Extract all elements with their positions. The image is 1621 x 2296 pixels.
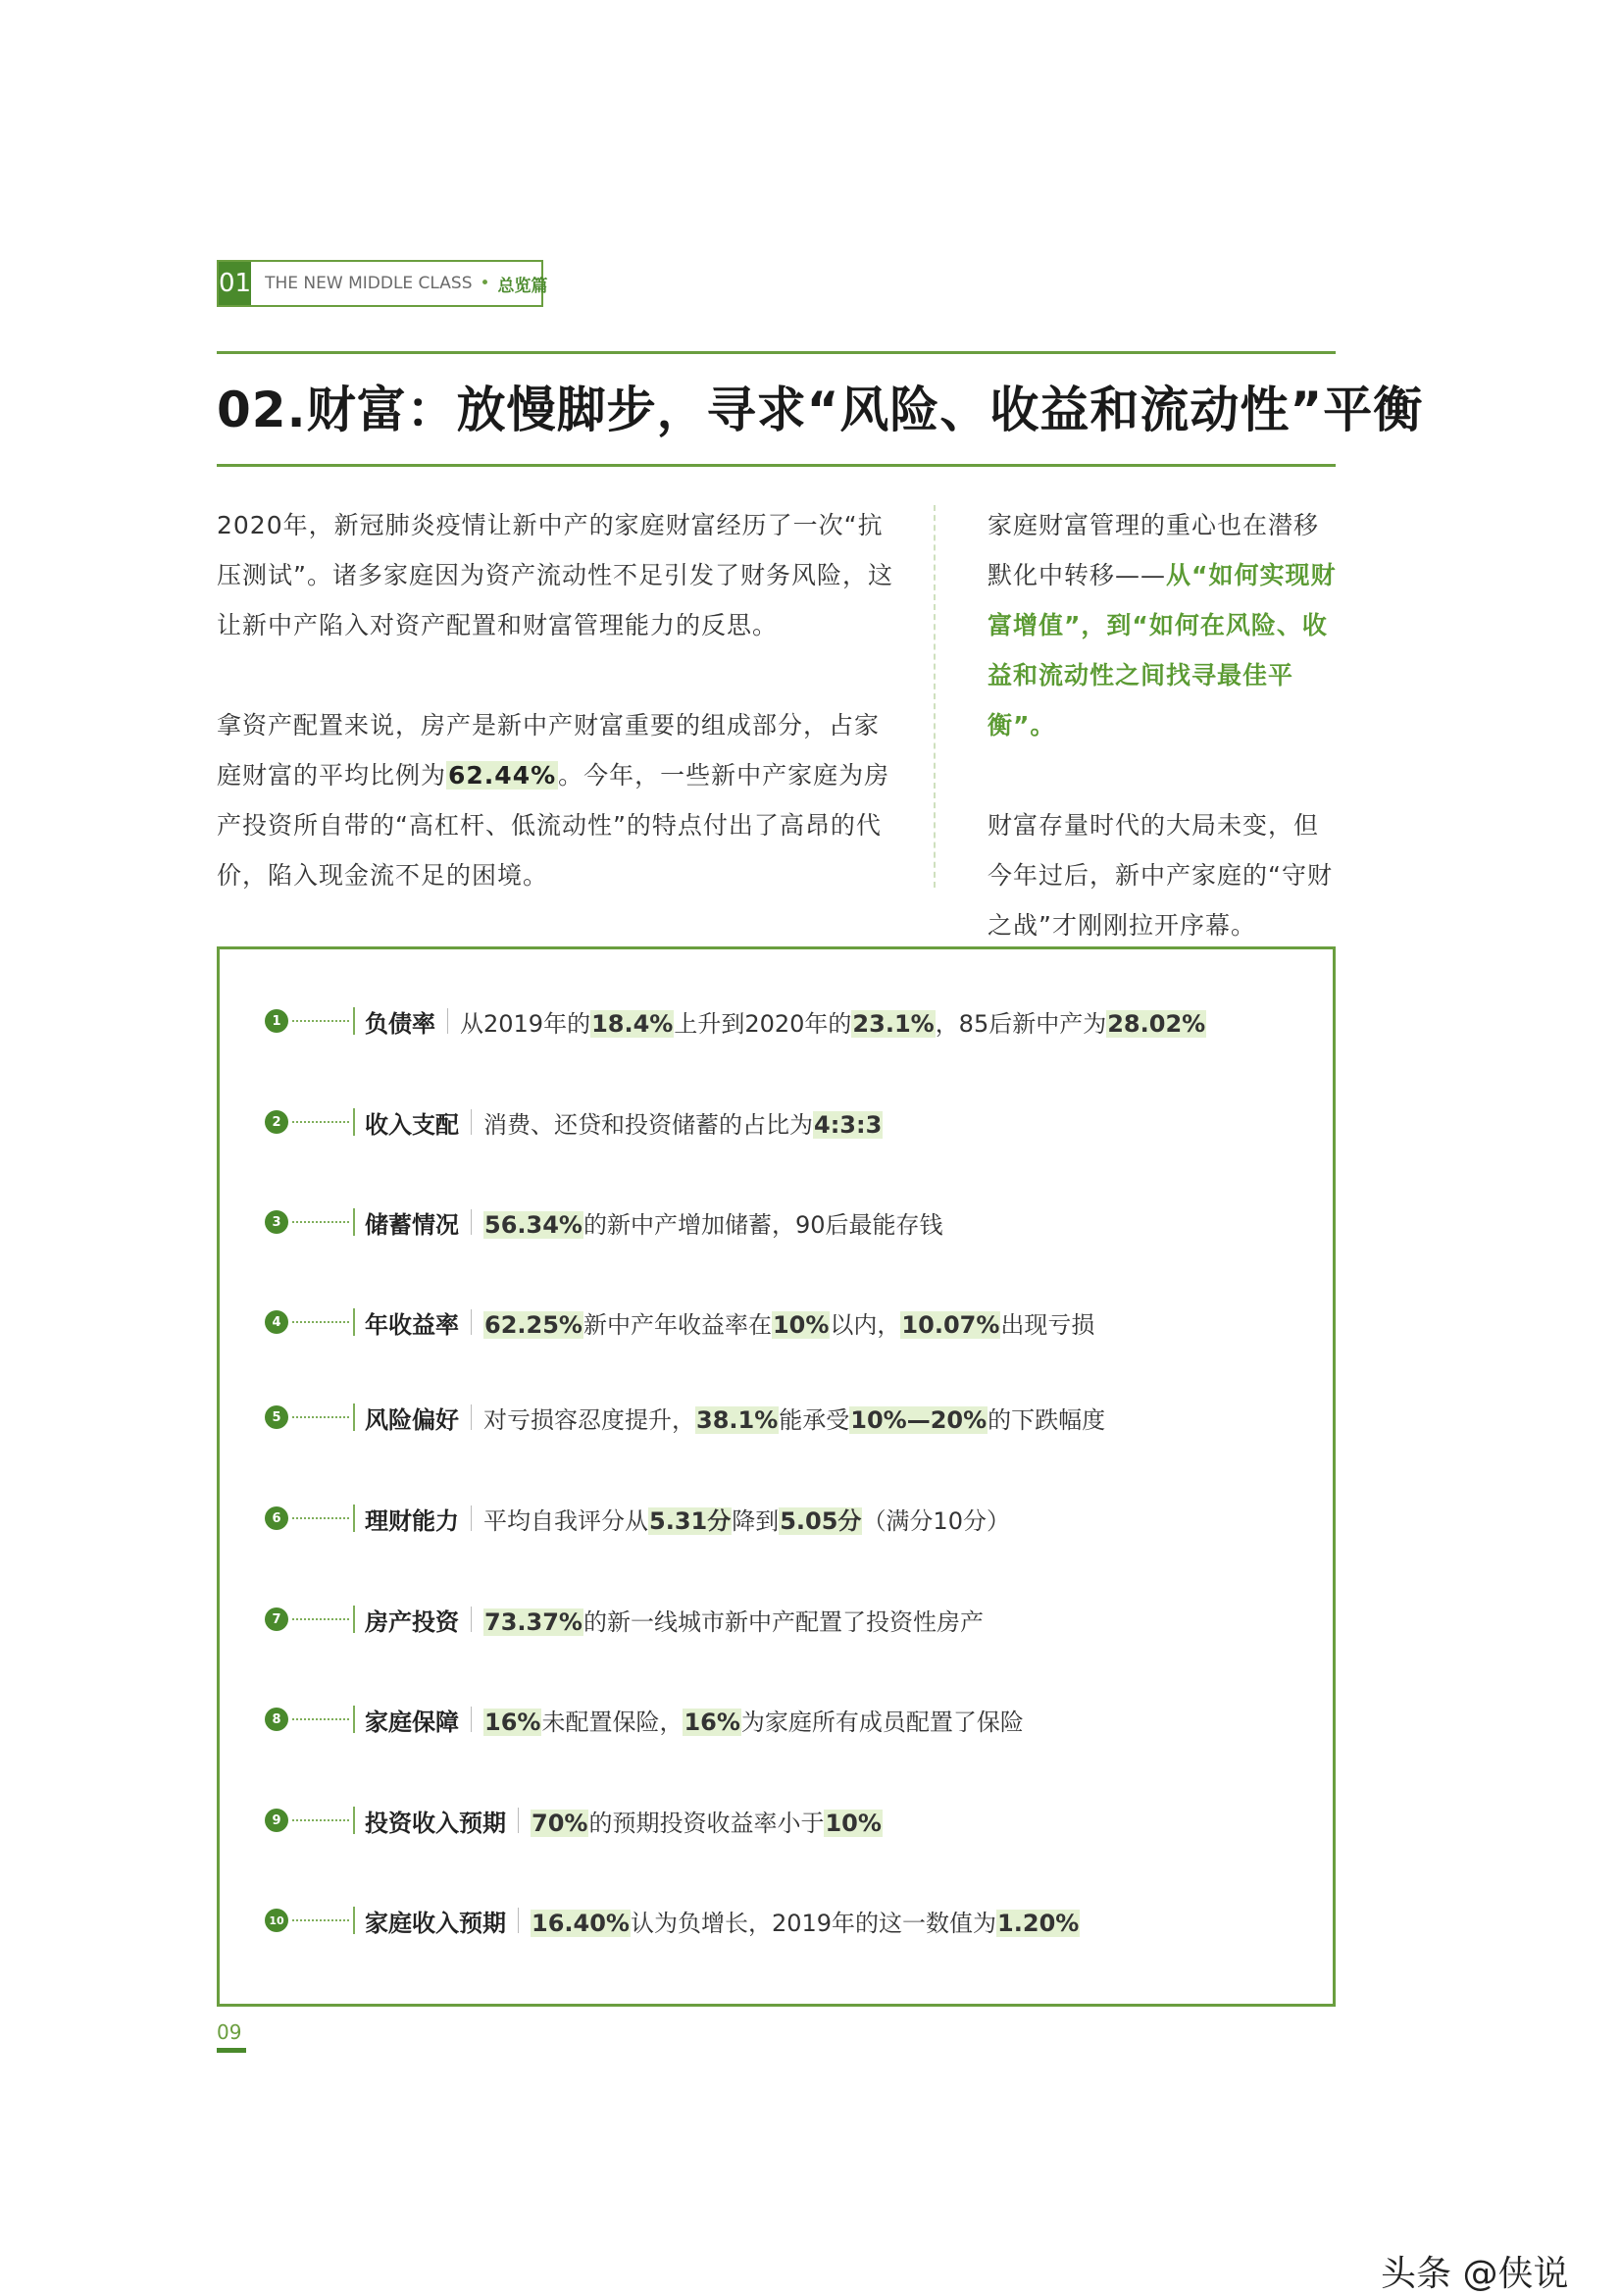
- connector-bar: [353, 1505, 355, 1532]
- dotted-connector: [292, 1618, 349, 1620]
- series-separator: •: [480, 274, 490, 293]
- dotted-connector: [292, 1221, 349, 1223]
- item-value: 73.37%的新一线城市新中产配置了投资性房产: [484, 1607, 984, 1636]
- item-number-badge: 10: [265, 1909, 288, 1932]
- page-number: 09: [217, 2020, 242, 2044]
- dotted-connector: [292, 1121, 349, 1123]
- connector-bar: [353, 1907, 355, 1934]
- item-label: 收入支配: [365, 1110, 459, 1139]
- connector-bar: [353, 1807, 355, 1834]
- label-separator: [471, 1607, 472, 1632]
- label-separator: [471, 1309, 472, 1335]
- dotted-connector: [292, 1416, 349, 1418]
- connector-bar: [353, 1606, 355, 1633]
- emphasis-text: 从“如何实现财富增值”，到“如何在风险、收益和流动性之间找寻最佳平衡”。: [988, 561, 1337, 740]
- column-divider: [934, 505, 936, 888]
- connector-bar: [353, 1108, 355, 1136]
- dotted-connector: [292, 1718, 349, 1720]
- item-value: 70%的预期投资收益率小于10%: [532, 1809, 882, 1837]
- item-number-badge: 9: [265, 1809, 288, 1832]
- finding-item: [265, 1901, 1080, 1940]
- item-label: 年收益率: [365, 1310, 459, 1339]
- key-findings-box: [217, 946, 1336, 2007]
- intro-paragraph-3: 家庭财富管理的重心也在潜移默化中转移——从“如何实现财富增值”，到“如何在风险、收益和流动性之间找寻最佳平衡”。: [988, 511, 1337, 740]
- section-number: 01: [219, 262, 251, 305]
- item-number-badge: 3: [265, 1210, 288, 1234]
- item-label: 负债率: [365, 1009, 435, 1038]
- finding-item: [265, 1001, 1206, 1041]
- item-label: 房产投资: [365, 1607, 459, 1636]
- item-value: 对亏损容忍度提升，38.1%能承受10%—20%的下跌幅度: [483, 1405, 1106, 1434]
- item-number-badge: 7: [265, 1607, 288, 1631]
- intro-left-column: [217, 500, 893, 900]
- connector-bar: [353, 1007, 355, 1035]
- label-separator: [471, 1209, 472, 1235]
- dotted-connector: [292, 1517, 349, 1519]
- page-number-bar: [217, 2048, 246, 2053]
- intro-right-column: [988, 500, 1342, 950]
- finding-item: [265, 1398, 1105, 1437]
- finding-item: [265, 1801, 883, 1840]
- label-separator: [447, 1008, 448, 1034]
- label-separator: [518, 1908, 519, 1933]
- item-number-badge: 1: [265, 1009, 288, 1033]
- finding-item: [265, 1302, 1094, 1342]
- item-value: 消费、还贷和投资储蓄的占比为4:3:3: [483, 1110, 883, 1139]
- item-label: 家庭保障: [365, 1708, 459, 1736]
- highlight-value: 62.44%: [448, 761, 557, 790]
- label-separator: [471, 1109, 472, 1135]
- connector-bar: [353, 1308, 355, 1336]
- dotted-connector: [292, 1819, 349, 1821]
- watermark: 头条 @侠说: [1381, 2254, 1569, 2294]
- item-number-badge: 4: [265, 1310, 288, 1334]
- item-value: 从2019年的18.4%上升到2020年的23.1%，85后新中产为28.02%: [460, 1009, 1206, 1038]
- intro-paragraph-1: 2020年，新冠肺炎疫情让新中产的家庭财富经历了一次“抗压测试”。诸多家庭因为资产流动性不足引发了财务风险，这让新中产陷入对资产配置和财富管理能力的反思。: [217, 511, 893, 639]
- finding-item: [265, 1600, 984, 1639]
- title-top-rule: [217, 351, 1336, 354]
- section-tag: [217, 260, 548, 307]
- intro-paragraph-4: 财富存量时代的大局未变，但今年过后，新中产家庭的“守财之战”才刚刚拉开序幕。: [988, 811, 1333, 940]
- dotted-connector: [292, 1321, 349, 1323]
- connector-bar: [353, 1208, 355, 1236]
- item-number-badge: 2: [265, 1110, 288, 1134]
- dotted-connector: [292, 1020, 349, 1022]
- item-value: 62.25%新中产年收益率在10%以内，10.07%出现亏损: [484, 1310, 1095, 1339]
- series-name: THE NEW MIDDLE CLASS: [265, 274, 473, 293]
- finding-item: [265, 1499, 1010, 1538]
- item-label: 家庭收入预期: [365, 1909, 506, 1937]
- item-number-badge: 8: [265, 1708, 288, 1731]
- intro-paragraph-2: 拿资产配置来说，房产是新中产财富重要的组成部分，占家庭财富的平均比例为62.44%。今年，一些新中产家庭为房产投资所自带的“高杠杆、低流动性”的特点付出了高昂的代价，陷入现金流不足的困境。: [217, 711, 890, 890]
- label-separator: [518, 1808, 519, 1833]
- section-series: [251, 262, 547, 305]
- item-label: 理财能力: [365, 1506, 459, 1535]
- item-number-badge: 5: [265, 1405, 288, 1429]
- connector-bar: [353, 1403, 355, 1431]
- item-number-badge: 6: [265, 1506, 288, 1530]
- page-title: 02.财富：放慢脚步，寻求“风险、收益和流动性”平衡: [217, 382, 1424, 438]
- item-label: 风险偏好: [365, 1405, 459, 1434]
- section-name: 总览篇: [497, 276, 548, 296]
- item-value: 56.34%的新中产增加储蓄，90后最能存钱: [484, 1210, 943, 1239]
- finding-item: [265, 1102, 883, 1142]
- item-label: 储蓄情况: [365, 1210, 459, 1239]
- connector-bar: [353, 1706, 355, 1733]
- label-separator: [471, 1505, 472, 1531]
- finding-item: [265, 1700, 1024, 1739]
- item-value: 16%未配置保险，16%为家庭所有成员配置了保险: [484, 1708, 1024, 1736]
- finding-item: [265, 1202, 943, 1242]
- title-bottom-rule: [217, 464, 1336, 467]
- label-separator: [471, 1404, 472, 1430]
- dotted-connector: [292, 1919, 349, 1921]
- item-value: 16.40%认为负增长，2019年的这一数值为1.20%: [532, 1909, 1080, 1937]
- item-label: 投资收入预期: [365, 1809, 506, 1837]
- item-value: 平均自我评分从5.31分降到5.05分（满分10分）: [483, 1506, 1010, 1535]
- label-separator: [471, 1707, 472, 1732]
